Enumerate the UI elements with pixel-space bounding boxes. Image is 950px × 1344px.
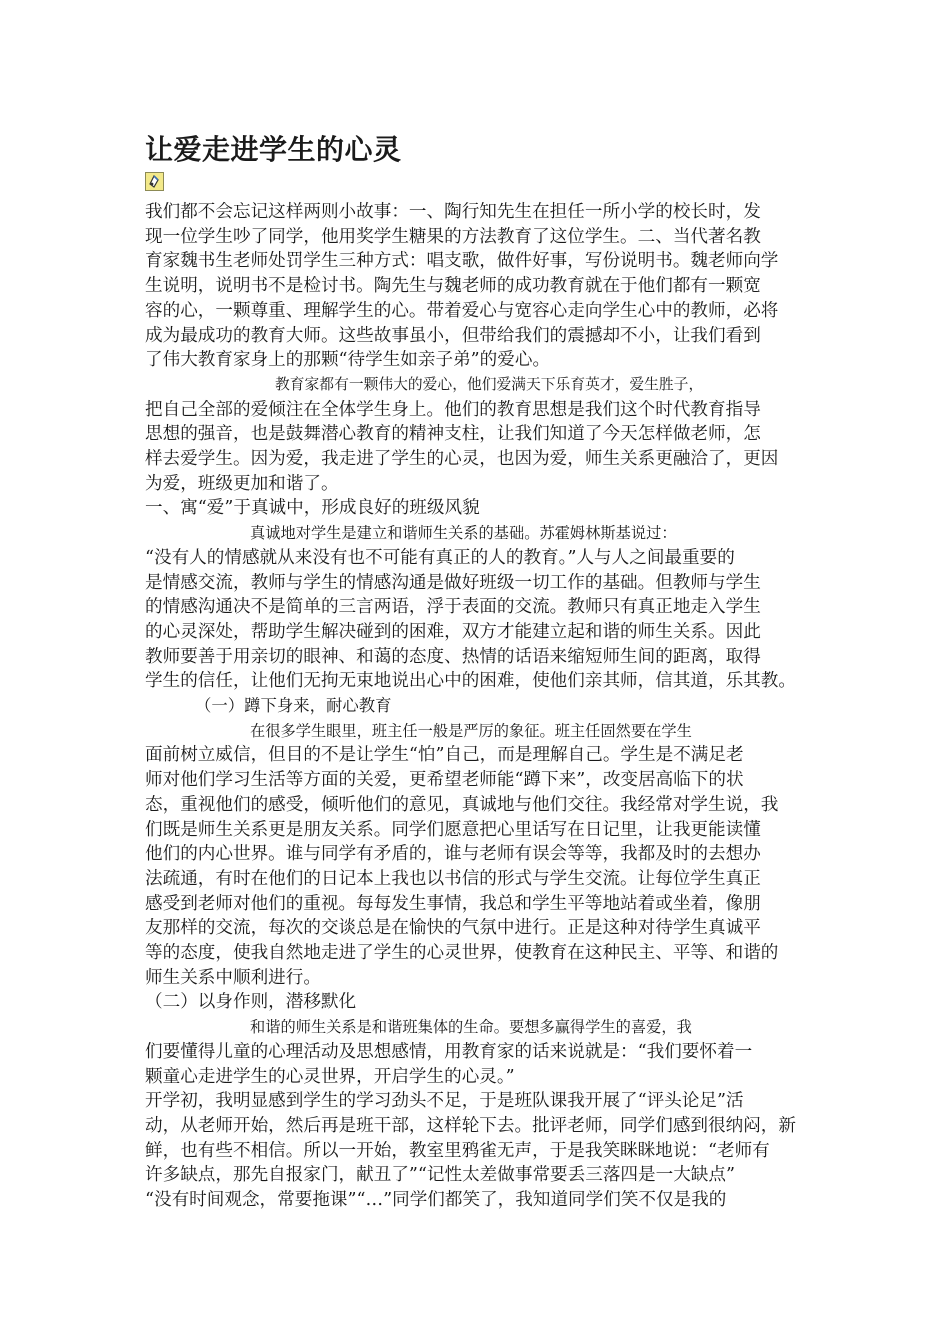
text-line: 的心灵深处，帮助学生解决碰到的困难，双方才能建立起和谐的师生关系。因此: [145, 621, 761, 642]
text-line: 是情感交流，教师与学生的情感沟通是做好班级一切工作的基础。但教师与学生: [145, 572, 761, 593]
document-title: 让爱走进学生的心灵: [145, 133, 402, 166]
text-line: 动，从老师开始，然后再是班干部，这样轮下去。批评老师，同学们感到很纳闷，新: [145, 1115, 796, 1136]
text-line: “没有人的情感就从来没有也不可能有真正的人的教育。”人与人之间最重要的: [145, 547, 735, 568]
text-line: 颗童心走进学生的心灵世界，开启学生的心灵。”: [145, 1066, 515, 1087]
document-link-icon[interactable]: [145, 172, 164, 191]
text-line: 一、寓“爱”于真诚中，形成良好的班级风貌: [145, 498, 480, 519]
text-line: 育家魏书生老师处罚学生三种方式：唱支歌，做件好事，写份说明书。魏老师向学: [145, 251, 779, 272]
text-line: 思想的强音，也是鼓舞潜心教育的精神支柱，让我们知道了今天怎样做老师，怎: [145, 424, 761, 445]
text-line: 鲜，也有些不相信。所以一开始，教室里鸦雀无声，于是我笑眯眯地说：“老师有: [145, 1140, 770, 1161]
text-line: 了伟大教育家身上的那颗“待学生如亲子弟”的爱心。: [145, 350, 551, 371]
text-line: 现一位学生吵了同学，他用奖学生糖果的方法教育了这位学生。二、当代著名教: [145, 226, 761, 247]
text-line: 真诚地对学生是建立和谐师生关系的基础。苏霍姆林斯基说过：: [250, 524, 677, 543]
text-line: 容的心，一颗尊重、理解学生的心。带着爱心与宽容心走向学生心中的教师，必将: [145, 300, 779, 321]
text-line: 法疏通，有时在他们的日记本上我也以书信的形式与学生交流。让每位学生真正: [145, 868, 761, 889]
text-line: 成为最成功的教育大师。这些故事虽小，但带给我们的震撼却不小，让我们看到: [145, 325, 761, 346]
text-line: 教师要善于用亲切的眼神、和蔼的态度、热情的话语来缩短师生间的距离，取得: [145, 646, 761, 667]
text-line: 在很多学生眼里，班主任一般是严厉的象征。班主任固然要在学生: [250, 721, 692, 740]
text-line: 等的态度，使我自然地走进了学生的心灵世界，使教育在这种民主、平等、和谐的: [145, 943, 779, 963]
text-line: 和谐的师生关系是和谐班集体的生命。要想多赢得学生的喜爱，我: [250, 1018, 692, 1037]
text-line: 他们的内心世界。谁与同学有矛盾的，谁与老师有误会等等，我都及时的去想办: [145, 844, 761, 865]
text-line: 把自己全部的爱倾注在全体学生身上。他们的教育思想是我们这个时代教育指导: [145, 399, 761, 420]
text-line: 的情感沟通决不是简单的三言两语，浮于表面的交流。教师只有真正地走入学生: [145, 597, 761, 618]
text-line: 态，重视他们的感受，倾听他们的意见，真诚地与他们交往。我经常对学生说，我: [145, 794, 779, 815]
text-line: 为爱，班级更加和谐了。: [145, 473, 339, 494]
text-line: 师生关系中顺利进行。: [145, 967, 321, 988]
text-line: 们既是师生关系更是朋友关系。同学们愿意把心里话写在日记里，让我更能读懂: [145, 819, 761, 840]
text-line: 许多缺点，那先自报家门，献丑了”“记性太差做事常要丢三落四是一大缺点”: [145, 1165, 735, 1186]
text-line: 样去爱学生。因为爱，我走进了学生的心灵，也因为爱，师生关系更融洽了，更因: [145, 449, 779, 469]
text-line: 学生的信任，让他们无拘无束地说出心中的困难，使他们亲其师，信其道，乐其教。: [145, 671, 796, 692]
text-line: 我们都不会忘记这样两则小故事：一、陶行知先生在担任一所小学的校长时，发: [145, 202, 761, 222]
text-line: （二）以身作则，潜移默化: [145, 992, 357, 1013]
text-line: 教育家都有一颗伟大的爱心，他们爱满天下乐育英才，爱生胜子，: [275, 375, 704, 393]
text-line: 们要懂得儿童的心理活动及思想感情，用教育家的话来说就是：“我们要怀着一: [145, 1041, 753, 1062]
text-line: 生说明，说明书不是检讨书。陶先生与魏老师的成功教育就在于他们都有一颗宽: [145, 276, 761, 297]
text-line: “没有时间观念，常要拖课”“…”同学们都笑了，我知道同学们笑不仅是我的: [145, 1190, 727, 1210]
text-line: （一）蹲下身来，耐心教育: [195, 696, 392, 715]
text-line: 感受到老师对他们的重视。每每发生事情，我总和学生平等地站着或坐着，像朋: [145, 893, 761, 914]
text-line: 开学初，我明显感到学生的学习劲头不足，于是班队课我开展了“评头论足”活: [145, 1091, 744, 1112]
text-line: 面前树立威信，但目的不是让学生“怕”自己，而是理解自己。学生是不满足老: [145, 745, 744, 766]
text-line: 师对他们学习生活等方面的关爱，更希望老师能“蹲下来”，改变居高临下的状: [145, 770, 744, 791]
text-line: 友那样的交流，每次的交谈总是在愉快的气氛中进行。正是这种对待学生真诚平: [145, 918, 761, 939]
